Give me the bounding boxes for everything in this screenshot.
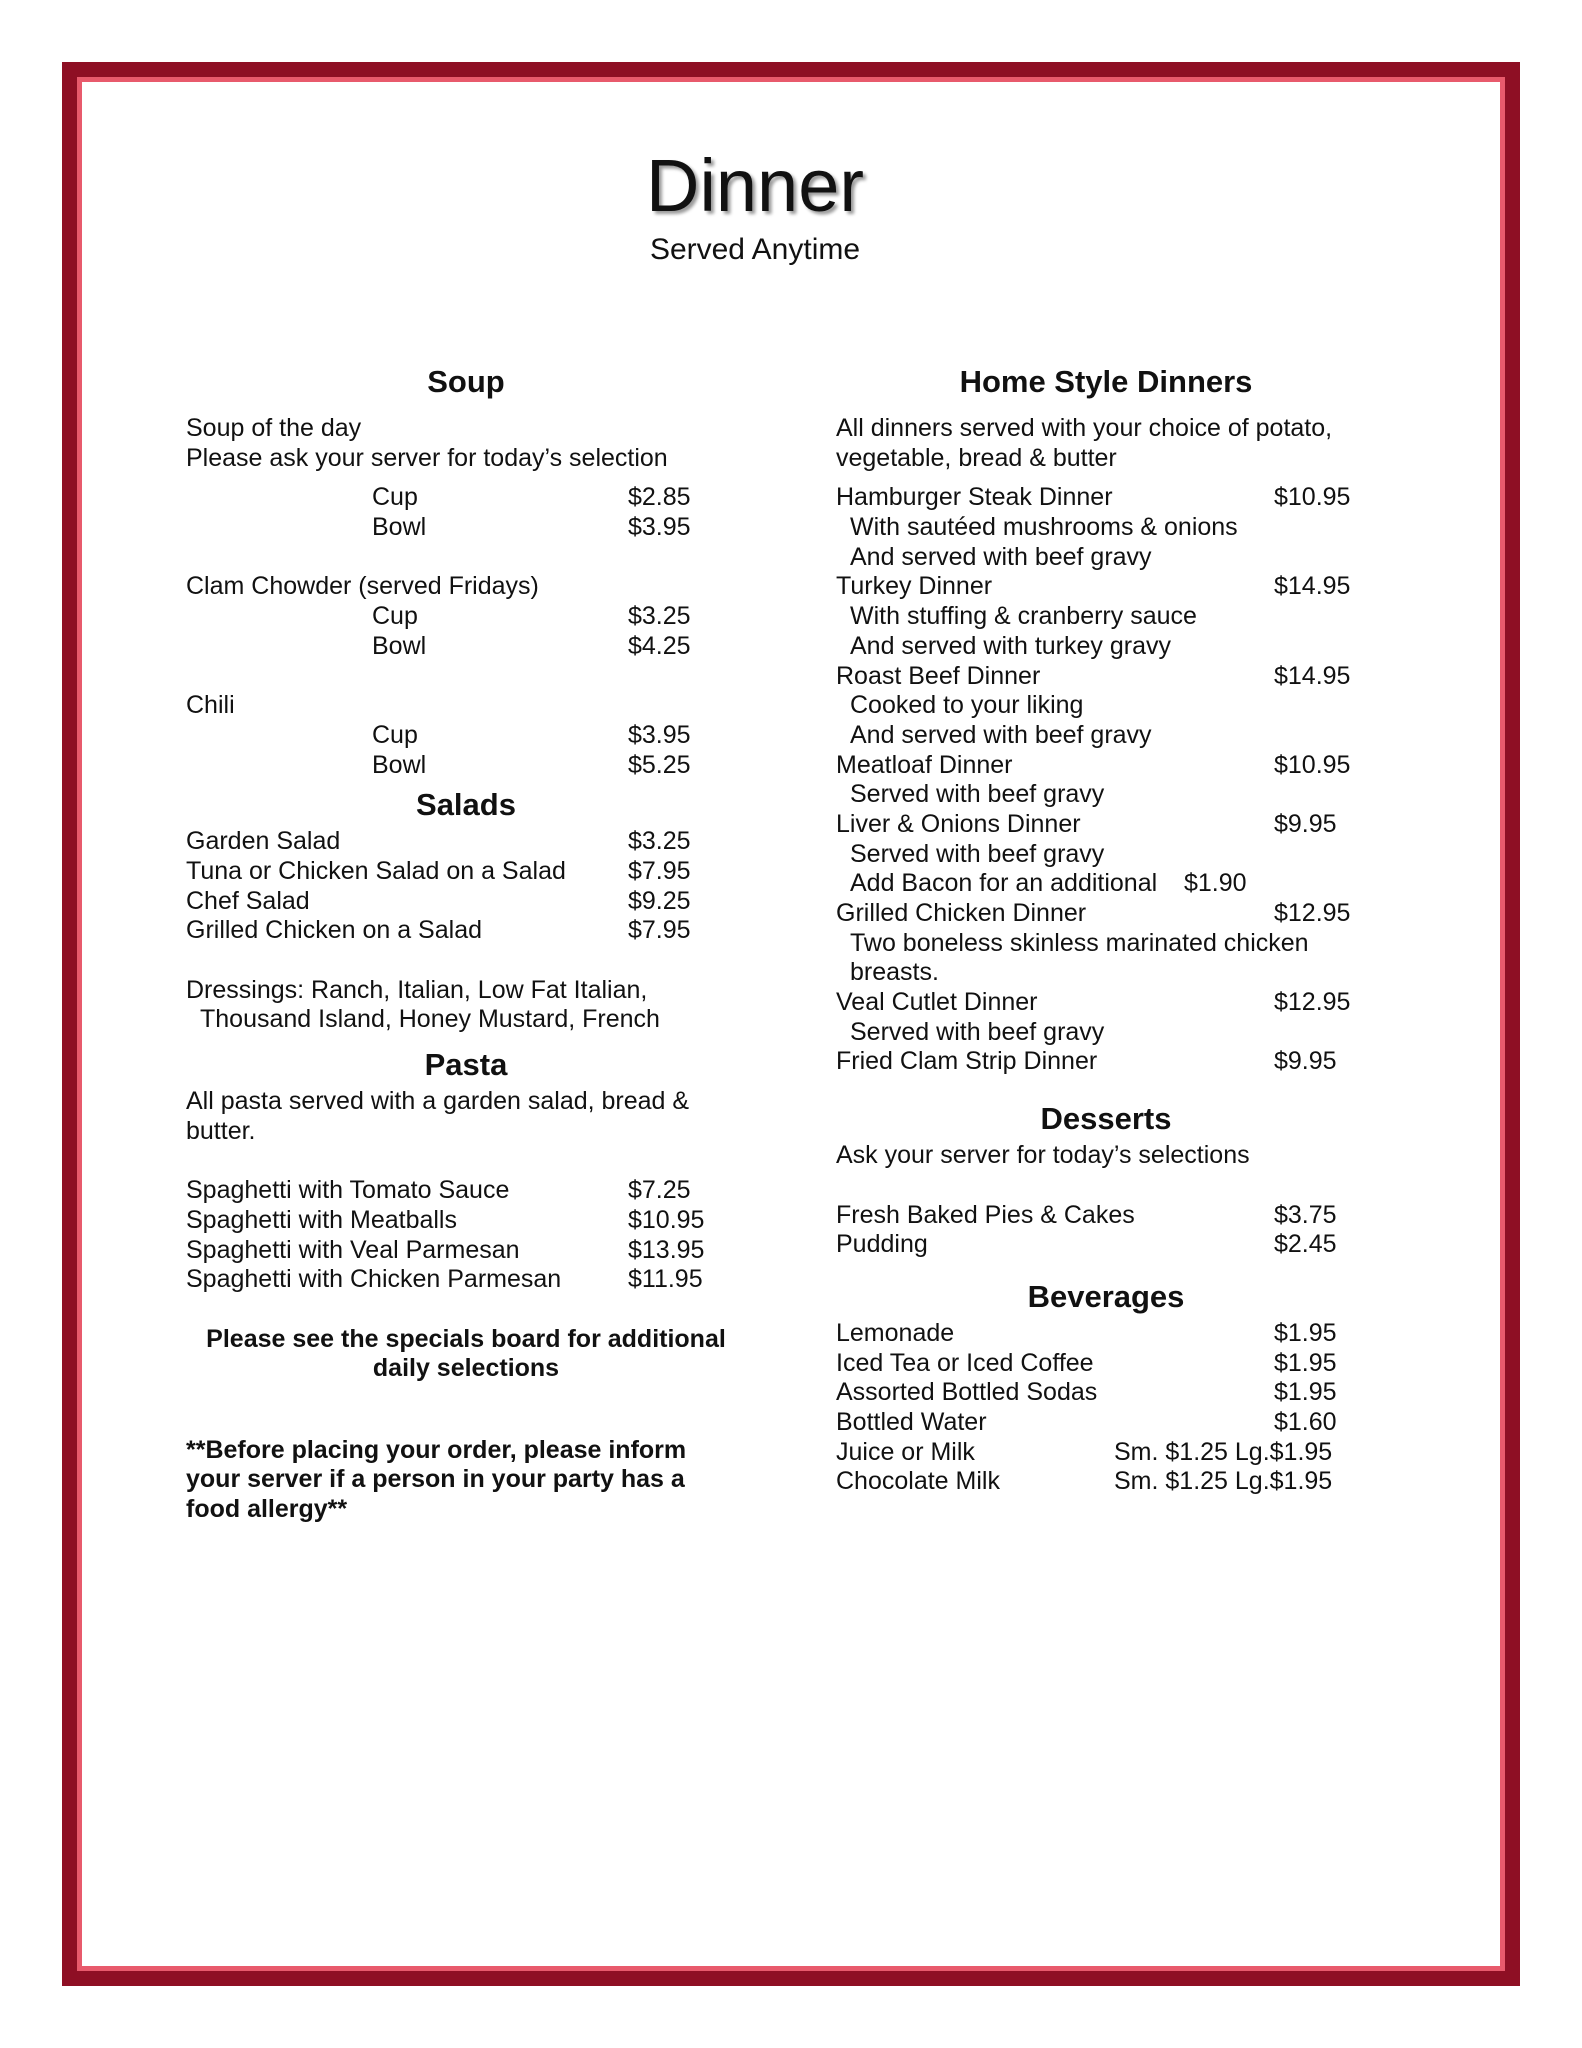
price: $9.95 <box>1274 1047 1337 1076</box>
price: $1.95 <box>1274 1318 1337 1347</box>
menu-item: Bowl $5.25 <box>372 750 691 779</box>
menu-item: Pudding $2.45 <box>836 1230 1337 1259</box>
menu-item: Cup $2.85 <box>372 483 691 512</box>
pasta-intro: All pasta served with a garden salad, bread & <box>186 1087 690 1116</box>
menu-title: Dinner <box>646 144 864 227</box>
price: Sm. $1.25 Lg.$1.95 <box>1114 1467 1333 1496</box>
menu-item-description: With sautéed mushrooms & onions <box>850 513 1238 542</box>
price: $12.95 <box>1274 899 1351 927</box>
menu-item: Juice or Milk Sm. $1.25 Lg.$1.95 <box>836 1437 1333 1466</box>
left-column <box>186 360 746 1525</box>
menu-item-description: And served with beef gravy <box>850 720 1152 749</box>
menu-item: Turkey Dinner $14.95 <box>836 572 1351 601</box>
menu-item: Grilled Chicken Dinner $12.95 <box>836 899 1351 927</box>
salads-heading: Salads <box>416 787 516 823</box>
price: $7.25 <box>628 1176 691 1205</box>
dressings-text: Thousand Island, Honey Mustard, French <box>200 1005 660 1034</box>
soup-intro: Soup of the day <box>186 414 362 442</box>
menu-item-description: And served with beef gravy <box>850 542 1152 571</box>
dressings-text: Dressings: Ranch, Italian, Low Fat Italian, <box>186 975 648 1004</box>
price: $13.95 <box>628 1235 705 1264</box>
price: $3.25 <box>628 602 691 631</box>
price: $10.95 <box>1274 483 1351 512</box>
menu-item: Garden Salad $3.25 <box>186 827 691 856</box>
home-style-heading: Home Style Dinners <box>959 364 1253 399</box>
menu-item-description: Served with beef gravy <box>850 780 1105 809</box>
price: Sm. $1.25 Lg.$1.95 <box>1114 1437 1333 1466</box>
menu-item-description: breasts. <box>850 958 939 987</box>
price: $9.25 <box>628 886 691 915</box>
menu-item: Bowl $4.25 <box>372 631 691 660</box>
menu-item: Chocolate Milk Sm. $1.25 Lg.$1.95 <box>836 1467 1333 1496</box>
menu-item-description: Served with beef gravy <box>850 1017 1105 1046</box>
price: $12.95 <box>1274 988 1351 1017</box>
price: $3.25 <box>628 827 691 856</box>
pasta-heading: Pasta <box>424 1047 508 1083</box>
menu-item: Spaghetti with Chicken Parmesan $11.95 <box>186 1265 703 1294</box>
menu-item: Veal Cutlet Dinner $12.95 <box>836 988 1351 1017</box>
menu-item: Hamburger Steak Dinner $10.95 <box>836 483 1351 512</box>
menu-item-name: Chili <box>186 691 235 720</box>
soup-heading: Soup <box>427 364 505 399</box>
menu-item-description: Two boneless skinless marinated chicken <box>850 928 1309 957</box>
menu-item-description: Served with beef gravy <box>850 839 1105 868</box>
price: $4.25 <box>628 631 691 660</box>
allergy-note: your server if a person in your party has a <box>186 1465 685 1494</box>
menu-item: Lemonade $1.95 <box>836 1318 1337 1347</box>
desserts-intro: Ask your server for today’s selections <box>836 1141 1250 1170</box>
price: $10.95 <box>1274 750 1351 779</box>
price: $14.95 <box>1274 661 1351 690</box>
price: $10.95 <box>628 1205 705 1234</box>
menu-item: Cup $3.95 <box>372 720 691 749</box>
price: $2.85 <box>628 483 691 512</box>
menu-item: Bottled Water $1.60 <box>836 1407 1337 1436</box>
desserts-heading: Desserts <box>1040 1101 1172 1137</box>
menu-item: Iced Tea or Iced Coffee $1.95 <box>836 1348 1337 1377</box>
menu-item: Meatloaf Dinner $10.95 <box>836 750 1351 779</box>
price: $1.60 <box>1274 1407 1337 1436</box>
menu-item: Liver & Onions Dinner $9.95 <box>836 809 1337 838</box>
price: $9.95 <box>1274 809 1337 838</box>
beverages-heading: Beverages <box>1027 1278 1185 1314</box>
price: $11.95 <box>628 1265 703 1294</box>
home-intro: All dinners served with your choice of potato, <box>836 414 1333 442</box>
menu-item: Grilled Chicken on a Salad $7.95 <box>186 916 691 945</box>
home-intro: vegetable, bread & butter <box>836 443 1117 472</box>
menu-item: Spaghetti with Tomato Sauce $7.25 <box>186 1176 691 1205</box>
price: $7.95 <box>628 916 691 945</box>
price: $7.95 <box>628 856 691 885</box>
price: $2.45 <box>1274 1230 1337 1259</box>
menu-item-description: Add Bacon for an additional $1.90 <box>850 869 1247 898</box>
price: $3.95 <box>628 720 691 749</box>
menu-item: Spaghetti with Veal Parmesan $13.95 <box>186 1235 705 1264</box>
menu-item-description: With stuffing & cranberry sauce <box>850 602 1197 631</box>
price: $3.95 <box>628 513 691 542</box>
menu-item: Roast Beef Dinner $14.95 <box>836 661 1351 690</box>
specials-note: daily selections <box>372 1354 560 1383</box>
specials-note: Please see the specials board for additional <box>206 1324 726 1353</box>
menu-subtitle: Served Anytime <box>649 233 861 266</box>
price: $1.90 <box>1184 869 1247 898</box>
soup-intro: Please ask your server for today’s selection <box>186 443 668 472</box>
price: $5.25 <box>628 750 691 779</box>
allergy-note: **Before placing your order, please inform <box>186 1435 687 1464</box>
menu-item: Tuna or Chicken Salad on a Salad $7.95 <box>186 856 691 885</box>
menu-item: Bowl $3.95 <box>372 513 691 542</box>
price: $14.95 <box>1274 572 1351 601</box>
price: $1.95 <box>1274 1378 1337 1407</box>
menu-item-name: Clam Chowder (served Fridays) <box>186 572 539 601</box>
menu-item: Spaghetti with Meatballs $10.95 <box>186 1205 705 1234</box>
allergy-note: food allergy** <box>186 1495 348 1523</box>
right-column <box>836 360 1376 1497</box>
menu-item: Assorted Bottled Sodas $1.95 <box>836 1378 1337 1407</box>
menu-item: Chef Salad $9.25 <box>186 886 691 915</box>
menu-item: Fried Clam Strip Dinner $9.95 <box>836 1047 1337 1076</box>
menu-item-description: Cooked to your liking <box>850 691 1084 720</box>
menu-item: Cup $3.25 <box>372 602 691 631</box>
price: $3.75 <box>1274 1200 1337 1229</box>
menu-item: Fresh Baked Pies & Cakes $3.75 <box>836 1200 1337 1229</box>
price: $1.95 <box>1274 1348 1337 1377</box>
pasta-intro: butter. <box>186 1116 256 1145</box>
menu-item-description: And served with turkey gravy <box>850 631 1171 660</box>
